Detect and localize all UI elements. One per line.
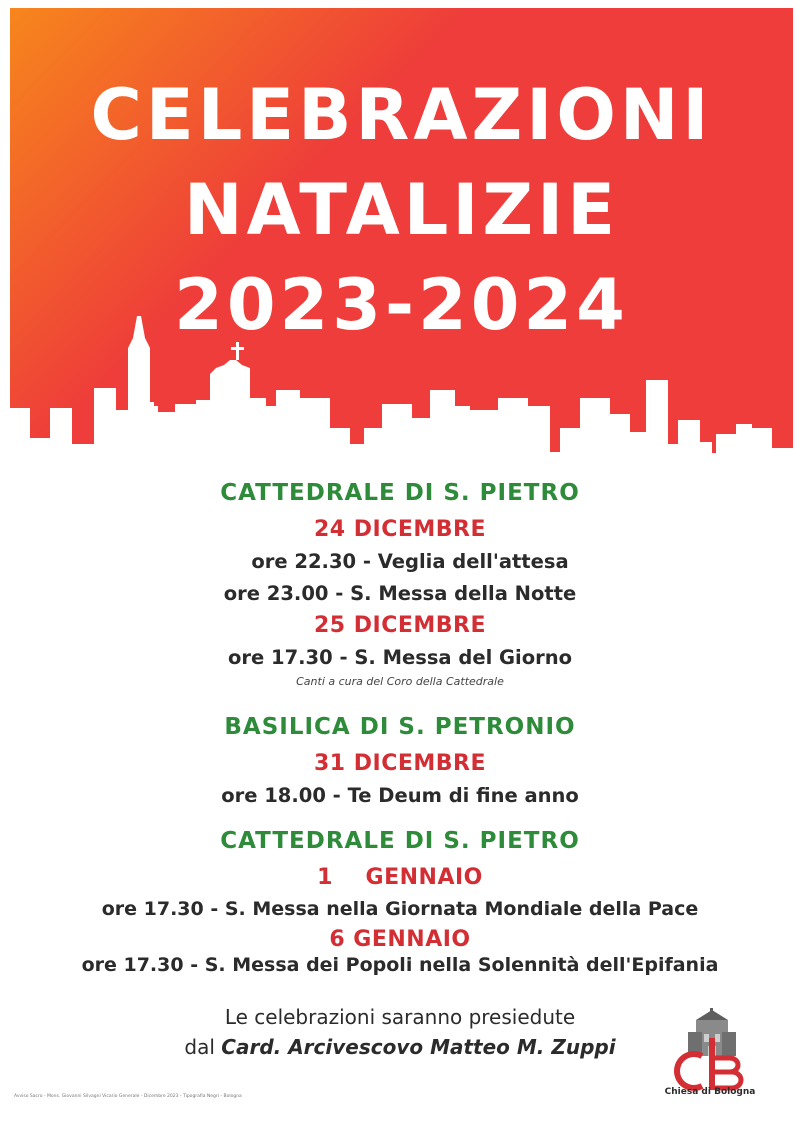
event-line: ore 23.00 - S. Messa della Notte bbox=[223, 582, 577, 605]
date-heading: 24 DICEMBRE bbox=[313, 517, 487, 542]
title-line-1: CELEBRAZIONI bbox=[90, 74, 713, 156]
footer-note: Avviso Sacro - Mons. Giovanni Silvagni Vicario Generale - Dicembre 2023 - Tipografia Negri - Bologna bbox=[14, 1094, 242, 1099]
title-line-3: 2023-2024 bbox=[174, 264, 629, 346]
event-line: ore 17.30 - S. Messa nella Giornata Mondiale della Pace bbox=[101, 898, 699, 920]
program bbox=[0, 476, 800, 976]
date-heading: 1 GENNAIO bbox=[317, 865, 483, 890]
event-line: ore 18.00 - Te Deum di fine anno bbox=[221, 784, 579, 807]
date-heading: 6 GENNAIO bbox=[329, 927, 471, 952]
presided-line-1: Le celebrazioni saranno presiedute bbox=[224, 1005, 576, 1029]
event-line: ore 17.30 - S. Messa dei Popoli nella Solennità dell'Epifania bbox=[81, 954, 719, 976]
presided-line-2 bbox=[150, 1032, 650, 1062]
event-line: ore 22.30 - Veglia dell'attesa bbox=[251, 550, 569, 573]
event-line: ore 17.30 - S. Messa del Giorno bbox=[227, 646, 573, 669]
cardinal-name: Card. Arcivescovo Matteo M. Zuppi bbox=[221, 1035, 616, 1059]
logo-caption: Chiesa di Bologna bbox=[664, 1087, 756, 1097]
date-heading: 25 DICEMBRE bbox=[313, 613, 487, 638]
choir-note: Canti a cura del Coro della Cattedrale bbox=[296, 675, 504, 688]
presided-prefix: dal bbox=[184, 1035, 215, 1059]
venue-heading: CATTEDRALE DI S. PIETRO bbox=[220, 480, 580, 506]
title-line-2: NATALIZIE bbox=[183, 169, 620, 251]
venue-heading: CATTEDRALE DI S. PIETRO bbox=[220, 828, 580, 854]
venue-heading: BASILICA DI S. PETRONIO bbox=[224, 714, 576, 740]
header-banner bbox=[10, 8, 793, 453]
poster-title bbox=[10, 68, 793, 353]
date-heading: 31 DICEMBRE bbox=[313, 751, 487, 776]
presided-by bbox=[150, 1002, 650, 1062]
